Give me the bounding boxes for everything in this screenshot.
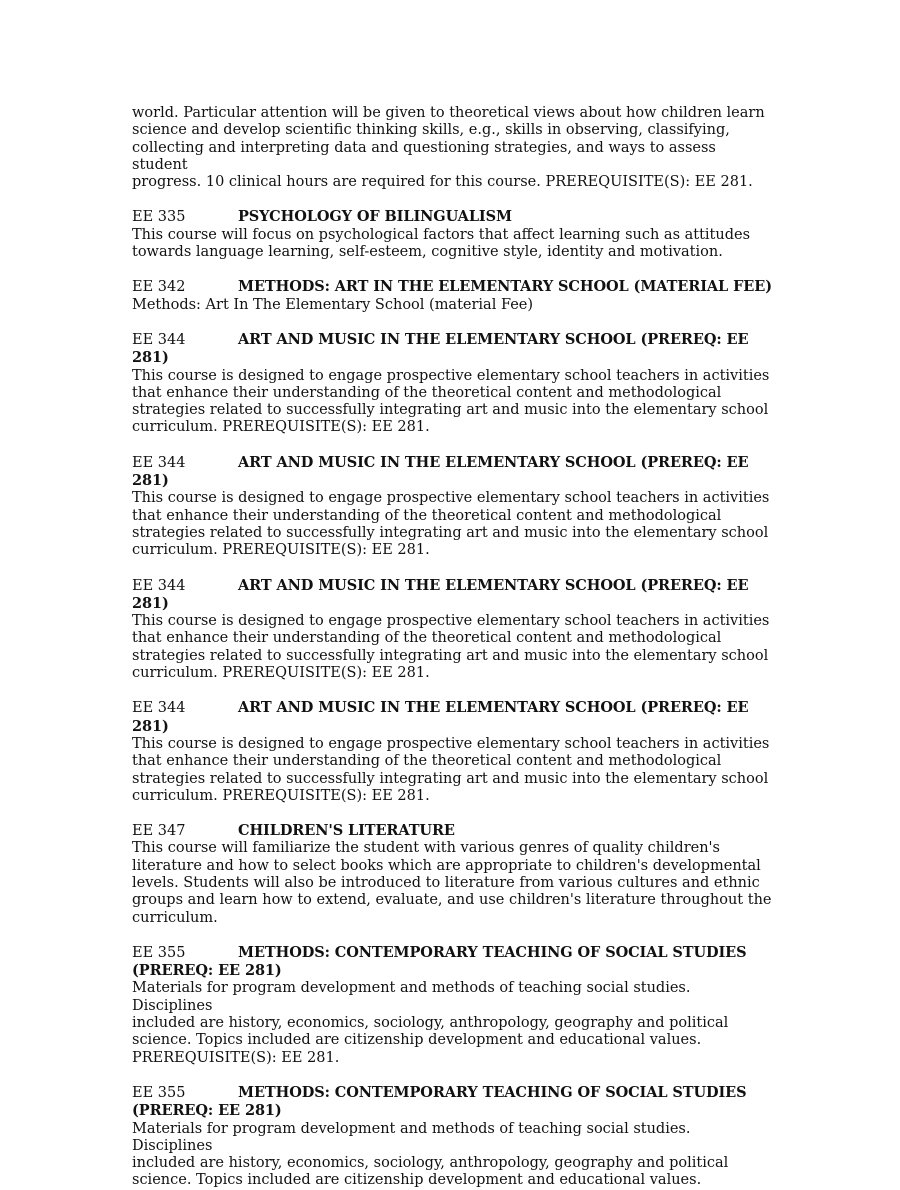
course-entry <box>132 822 772 927</box>
course-code: EE 355 <box>132 944 186 961</box>
course-heading <box>132 944 772 981</box>
course-entry <box>132 577 772 683</box>
course-heading <box>132 278 772 296</box>
course-description: This course will focus on psychological factors that affect learning such as attitudes towards language learning, self-esteem, cognitive style, identity and motivation. <box>132 226 751 261</box>
course-title: ART AND MUSIC IN THE ELEMENTARY SCHOOL (PREREQ: EE 281) <box>132 576 749 612</box>
course-entry <box>132 699 772 805</box>
course-code: EE 335 <box>132 209 186 226</box>
intro-paragraph: world. Particular attention will be given to theoretical views about how children learn science and develop scientific thinking skills, e.g., skills in observing, classifying, collecting and interpreting data and questioning strategies, and ways to assess student progress. 10 clinical hours are required for this course. PREREQUISITE(S): EE 281. <box>132 105 765 191</box>
course-code: EE 344 <box>132 331 186 348</box>
course-description: This course is designed to engage prospective elementary school teachers in activities that enhance their understanding of the theoretical content and methodological strategies related to successfully integrating art and music into the elementary school curriculum. PREREQUISITE(S): EE 281. <box>132 367 770 436</box>
course-title: ART AND MUSIC IN THE ELEMENTARY SCHOOL (PREREQ: EE 281) <box>132 330 749 367</box>
course-heading <box>132 822 772 840</box>
document-page <box>132 105 772 1190</box>
course-code: EE 344 <box>132 700 186 717</box>
course-entry <box>132 331 772 437</box>
course-description: This course is designed to engage prospective elementary school teachers in activities that enhance their understanding of the theoretical content and methodological strategies related to successfully integrating art and music into the elementary school curriculum. PREREQUISITE(S): EE 281. <box>132 613 770 682</box>
course-title: METHODS: CONTEMPORARY TEACHING OF SOCIAL STUDIES (PREREQ: EE 281) <box>132 1083 747 1120</box>
course-title: METHODS: CONTEMPORARY TEACHING OF SOCIAL STUDIES (PREREQ: EE 281) <box>132 943 747 980</box>
course-entry <box>132 944 772 1067</box>
course-description: Materials for program development and methods of teaching social studies. Disciplines included are history, economics, sociology, anthropology, geography and political science. Topics included are citizenship development and educational values. <box>132 1120 729 1189</box>
course-heading <box>132 454 772 491</box>
course-list <box>132 208 772 1189</box>
course-code: EE 342 <box>132 279 186 296</box>
course-title: CHILDREN'S LITERATURE <box>238 822 455 840</box>
course-code: EE 355 <box>132 1084 186 1101</box>
course-description: Materials for program development and methods of teaching social studies. Disciplines included are history, economics, sociology, anthropology, geography and political science. Topics included are citizenship development and educational values. PREREQUISITE(S): EE 281. <box>132 980 729 1066</box>
course-title: ART AND MUSIC IN THE ELEMENTARY SCHOOL (PREREQ: EE 281) <box>132 453 749 490</box>
course-heading <box>132 1084 772 1121</box>
course-title: ART AND MUSIC IN THE ELEMENTARY SCHOOL (PREREQ: EE 281) <box>132 699 749 735</box>
course-description: This course will familiarize the student with various genres of quality children's literature and how to select books which are appropriate to children's developmental levels. Students will also be introduced to literature from various cultures and ethnic groups and learn how to extend, evaluate, and use children's literature throughout the curriculum. <box>132 840 772 926</box>
course-entry <box>132 454 772 560</box>
course-heading <box>132 577 772 614</box>
course-entry <box>132 278 772 314</box>
course-code: EE 344 <box>132 454 186 471</box>
course-title: METHODS: ART IN THE ELEMENTARY SCHOOL (MATERIAL FEE) <box>238 278 772 296</box>
course-entry <box>132 208 772 261</box>
course-description: Methods: Art In The Elementary School (material Fee) <box>132 296 534 313</box>
course-entry <box>132 1084 772 1190</box>
course-heading <box>132 331 772 368</box>
course-title: PSYCHOLOGY OF BILINGUALISM <box>238 208 512 226</box>
course-heading <box>132 699 772 736</box>
course-heading <box>132 208 772 226</box>
course-code: EE 347 <box>132 823 186 840</box>
course-description: This course is designed to engage prospective elementary school teachers in activities that enhance their understanding of the theoretical content and methodological strategies related to successfully integrating art and music into the elementary school curriculum. PREREQUISITE(S): EE 281. <box>132 490 770 559</box>
course-code: EE 344 <box>132 577 186 594</box>
course-description: This course is designed to engage prospective elementary school teachers in activities that enhance their understanding of the theoretical content and methodological strategies related to successfully integrating art and music into the elementary school curriculum. PREREQUISITE(S): EE 281. <box>132 735 770 804</box>
